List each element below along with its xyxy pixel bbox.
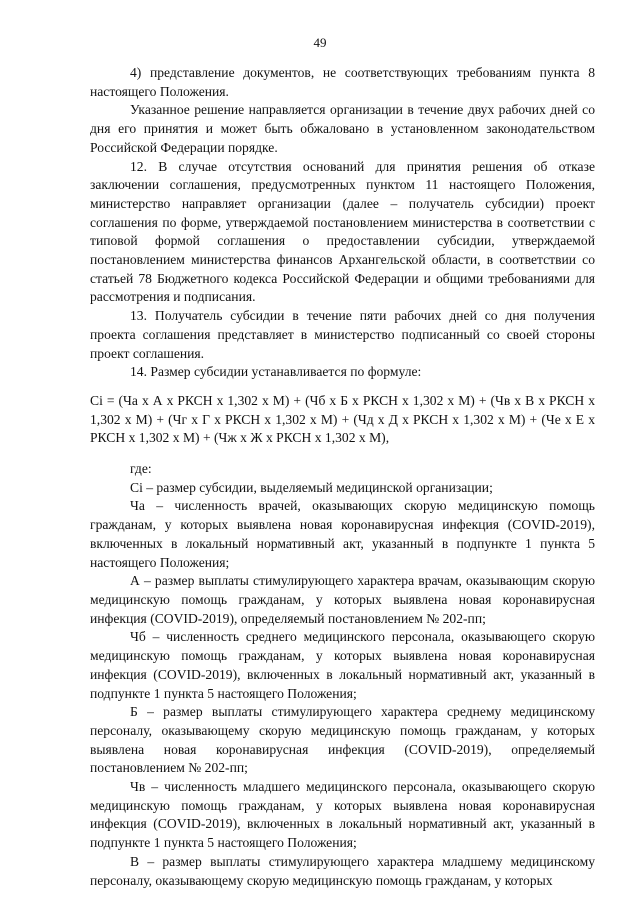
definition-chv: Чв – численность младшего медицинского персонала, оказывающего скорую медицинскую помощь гражданам, у которых выявлена новая коронавирусная инфекция (COVID-2019), включенных в локальный нормативный акт, указанный в подпункте 1 пункта 5 настоящего Положения; — [90, 779, 595, 851]
definition-b: Б – размер выплаты стимулирующего характера среднему медицинскому персоналу, оказывающему скорую медицинскую помощь гражданам, у которых выявлена новая коронавирусная инфекция (COVID-2019), определяемый постановлением № 202-пп; — [90, 704, 595, 776]
definition-a: А – размер выплаты стимулирующего характера врачам, оказывающим скорую медицинскую помощь гражданам, у которых выявлена новая коронавирусная инфекция (COVID-2019), определяемый постановлением № 202-пп; — [90, 573, 595, 626]
definition-v: В – размер выплаты стимулирующего характера младшему медицинскому персоналу, оказывающему скорую медицинскую помощь гражданам, у которых — [90, 853, 595, 888]
paragraph-clause-13: 13. Получатель субсидии в течение пяти рабочих дней со дня получения проекта соглашения представляет в министерство подписанный со своей стороны проект соглашения. — [90, 308, 595, 361]
document-body — [90, 64, 595, 890]
page-number: 49 — [313, 35, 327, 50]
definition-where: где: — [130, 461, 152, 477]
definition-ci: Ci – размер субсидии, выделяемый медицинской организации; — [130, 479, 493, 495]
paragraph-decision-notice: Указанное решение направляется организации в течение двух рабочих дней со дня его принятия и может быть обжаловано в установленном законодательством Российской Федерации порядке. — [90, 102, 595, 155]
definition-chb: Чб – численность среднего медицинского персонала, оказывающего скорую медицинскую помощь гражданам, у которых выявлена новая коронавирусная инфекция (COVID-2019), включенных в локальный нормативный акт, указанный в подпункте 1 пункта 5 настоящего Положения; — [90, 629, 595, 701]
definition-cha: Ча – численность врачей, оказывающих скорую медицинскую помощь гражданам, у которых выявлена новая коронавирусная инфекция (COVID-2019), включенных в локальный нормативный акт, указанный в подпункте 1 пункта 5 настоящего Положения; — [90, 498, 595, 570]
subsidy-formula: Ci = (Ча х А х РКСН х 1,302 х М) + (Чб х Б х РКСН х 1,302 х М) + (Чв х В х РКСН х 1,302 х М) + (Чг х Г х РКСН х 1,302 х М) + (Чд х Д х РКСН х 1,302 х М) + (Че х Е х РКСН х 1,302 х М) + (Чж х Ж х РКСН х 1,302 х М), — [90, 392, 595, 446]
paragraph-clause-14: 14. Размер субсидии устанавливается по формуле: — [130, 364, 422, 380]
paragraph-item-4: 4) представление документов, не соответствующих требованиям пункта 8 настоящего Положения. — [90, 65, 595, 99]
paragraph-clause-12: 12. В случае отсутствия оснований для принятия решения об отказе заключении соглашения, предусмотренных пунктом 11 настоящего Положения, министерство направляет организации (далее – получатель субсидии) проект соглашения по форме, утверждаемой постановлением министерства в соответствии с типовой формой соглашения о предоставлении субсидии, утверждаемой постановлением министерства финансов Архангельской области, в соответствии со статьей 78 Бюджетного кодекса Российской Федерации и общими требованиями для рассмотрения и подписания. — [90, 158, 595, 305]
